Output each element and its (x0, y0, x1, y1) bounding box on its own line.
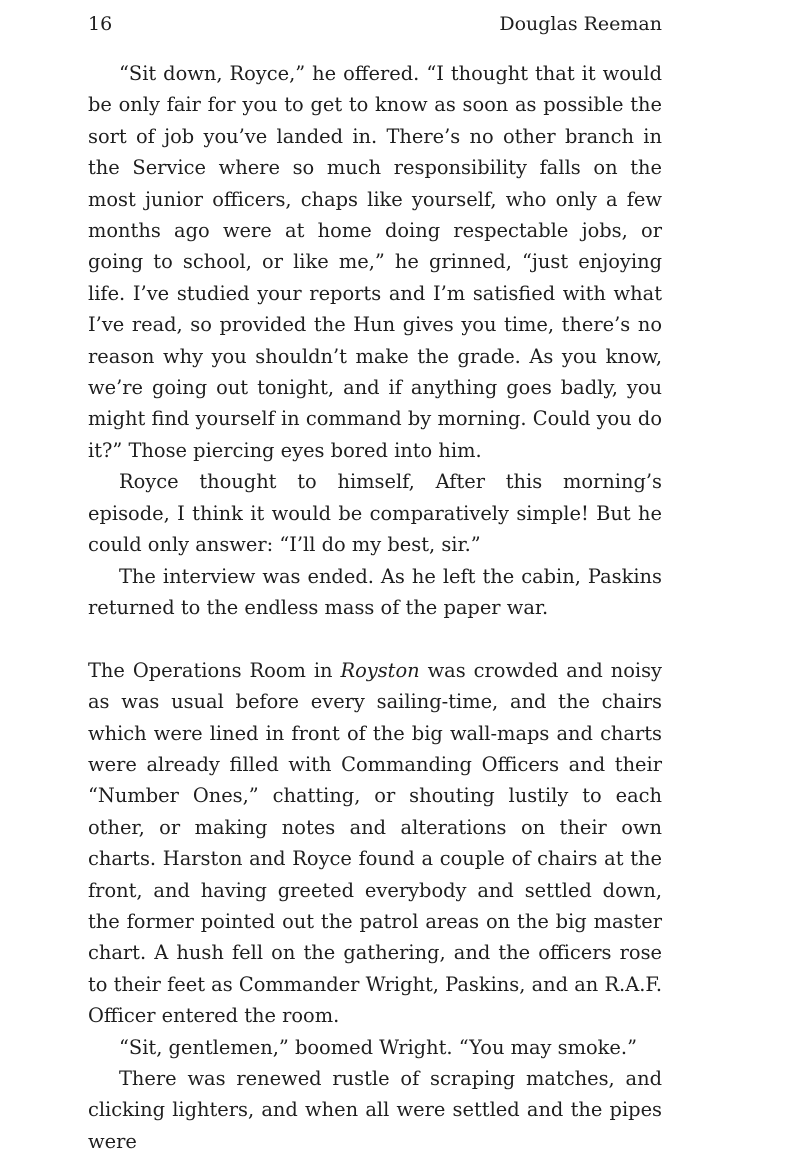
running-head-author: Douglas Reeman (499, 13, 662, 35)
paragraph-4-start: The Operations Room in (88, 658, 341, 682)
running-header (88, 12, 662, 36)
paragraph-4 (88, 655, 662, 1032)
ship-name: Royston (340, 658, 420, 682)
paragraph-5: “Sit, gentlemen,” boomed Wright. “You may smoke.” (119, 1035, 637, 1059)
paragraph-1: “Sit down, Royce,” he offered. “I thought that it would be only fair for you to get to know as soon as possible the sort of job you’ve landed in. There’s no other branch in the Service where so much responsibility falls on the most junior officers, chaps like yourself, who only a few months ago were at home doing respectable jobs, or going to school, or like me,” he grinned, “just enjoying life. I’ve studied your reports and I’m satisfied with what I’ve read, so provided the Hun gives you time, there’s no reason why you shouldn’t make the grade. As you know, we’re going out tonight, and if anything goes badly, you might find yourself in command by morning. Could you do it?” Those piercing eyes bored into him. (88, 62, 662, 462)
paragraph-6: There was renewed rustle of scraping matches, and clicking lighters, and when all were settled and the pipes were (88, 1066, 662, 1153)
paragraph-2: Royce thought to himself, After this morning’s episode, I think it would be comparatively simple! But he could only answer: “I’ll do my best, sir.” (88, 470, 662, 557)
paragraph-3: The interview was ended. As he left the cabin, Paskins returned to the endless mass of the paper war. (88, 564, 662, 619)
body-text (88, 58, 662, 1157)
paragraph-4-rest: was crowded and noisy as was usual before every sailing-time, and the chairs which were lined in front of the big wall-maps and charts were already filled with Commanding Officers and their “Number Ones,” chatting, or shouting lustily to each other, or making notes and alterations on their own charts. Harston and Royce found a couple of chairs at the front, and having greeted everybody and settled down, the former pointed out the patrol areas on the big master chart. A hush fell on the gathering, and the officers rose to their feet as Commander Wright, Paskins, and an R.A.F. Officer entered the room. (88, 658, 662, 1028)
page-number: 16 (88, 13, 113, 35)
